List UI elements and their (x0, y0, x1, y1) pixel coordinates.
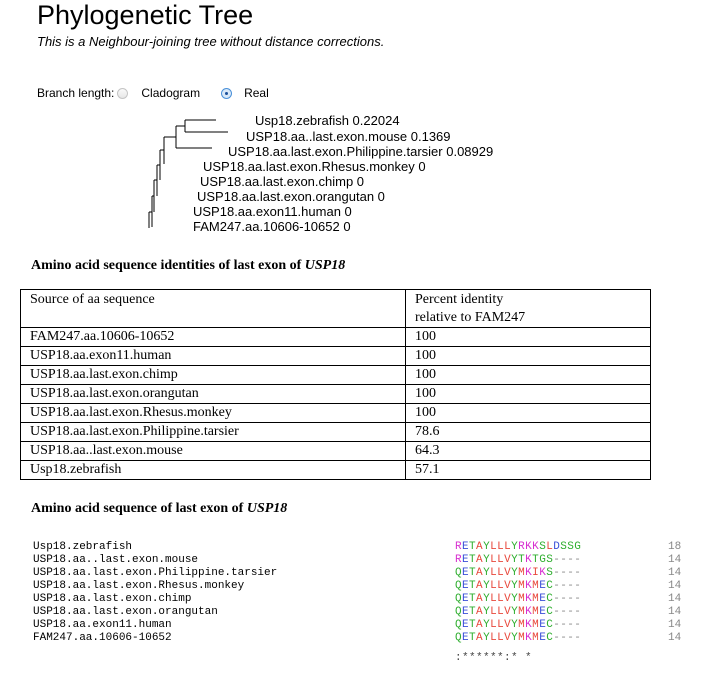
tree-leaf: FAM247.aa.10606-10652 0 (193, 219, 351, 234)
residue: - (553, 567, 561, 579)
residue: T (469, 580, 477, 592)
residue: E (462, 580, 470, 592)
residue: G (574, 541, 582, 553)
alignment-seq-name: FAM247.aa.10606-10652 (33, 632, 172, 644)
table-header-row (21, 290, 651, 328)
alignment-length: 14 (668, 554, 682, 566)
source-cell: USP18.aa.last.exon.orangutan (21, 385, 406, 404)
alignment-sequence (455, 619, 581, 631)
branch-length-label: Branch length: (37, 86, 115, 100)
residue: M (532, 619, 540, 631)
residue: K (525, 606, 533, 618)
page-subtitle: This is a Neighbour-joining tree without distance corrections. (37, 34, 385, 49)
identity-cell: 57.1 (406, 461, 651, 480)
alignment-seq-name: Usp18.zebrafish (33, 541, 133, 553)
residue: - (567, 619, 575, 631)
col-source-header: Source of aa sequence (21, 290, 406, 328)
alignment-seq-name: USP18.aa.last.exon.Philippine.tarsier (33, 567, 278, 579)
source-cell: USP18.aa..last.exon.mouse (21, 442, 406, 461)
residue: L (490, 632, 498, 644)
identity-cell: 64.3 (406, 442, 651, 461)
residue: E (539, 606, 547, 618)
residue: A (476, 567, 484, 579)
identity-cell: 78.6 (406, 423, 651, 442)
alignment-length: 18 (668, 541, 682, 553)
residue: E (462, 541, 470, 553)
alignment-seq-name: USP18.aa.last.exon.Rhesus.monkey (33, 580, 245, 592)
alignment-seq-name: USP18.aa.exon11.human (33, 619, 172, 631)
residue: Y (483, 567, 491, 579)
residue: Y (511, 632, 519, 644)
residue: A (476, 632, 484, 644)
residue: - (560, 619, 568, 631)
residue: K (525, 567, 533, 579)
residue: A (476, 606, 484, 618)
source-cell: USP18.aa.last.exon.Philippine.tarsier (21, 423, 406, 442)
residue: L (497, 619, 505, 631)
residue: - (553, 606, 561, 618)
residue: L (497, 580, 505, 592)
alignment-length: 14 (668, 606, 682, 618)
residue: A (476, 554, 484, 566)
alignment-length: 14 (668, 580, 682, 592)
residue: V (504, 606, 512, 618)
residue: V (504, 593, 512, 605)
residue: M (532, 580, 540, 592)
tree-leaf: USP18.aa.last.exon.Philippine.tarsier 0.08929 (228, 144, 494, 159)
residue: L (546, 541, 554, 553)
residue: - (553, 632, 561, 644)
residue: Y (511, 593, 519, 605)
source-cell: USP18.aa.exon11.human (21, 347, 406, 366)
residue: T (469, 567, 477, 579)
residue: M (532, 606, 540, 618)
residue: I (532, 567, 540, 579)
residue: V (504, 580, 512, 592)
residue: - (574, 567, 582, 579)
alignment-sequence (455, 580, 581, 592)
identity-heading-gene: USP18 (304, 258, 346, 273)
residue: E (462, 619, 470, 631)
residue: T (469, 619, 477, 631)
residue: V (504, 554, 512, 566)
residue: - (567, 606, 575, 618)
residue: Y (483, 593, 491, 605)
residue: S (546, 554, 554, 566)
residue: V (504, 567, 512, 579)
alignment-seq-name: USP18.aa..last.exon.mouse (33, 554, 199, 566)
residue: K (525, 541, 533, 553)
residue: M (518, 606, 526, 618)
residue: - (553, 619, 561, 631)
table-row (21, 404, 651, 423)
residue: E (462, 606, 470, 618)
alignment-sequence (455, 632, 581, 644)
alignment-heading-gene: USP18 (246, 501, 288, 516)
residue: - (567, 580, 575, 592)
residue: L (490, 554, 498, 566)
residue: - (560, 593, 568, 605)
alignment-consensus: :******:* * (455, 652, 533, 664)
table-row (21, 328, 651, 347)
identity-cell: 100 (406, 347, 651, 366)
residue: S (567, 541, 575, 553)
identity-cell: 100 (406, 385, 651, 404)
residue: Y (483, 541, 491, 553)
residue: E (539, 580, 547, 592)
residue: E (462, 632, 470, 644)
residue: Y (483, 554, 491, 566)
residue: M (518, 619, 526, 631)
residue: - (560, 554, 568, 566)
residue: A (476, 580, 484, 592)
residue: - (567, 593, 575, 605)
residue: L (490, 567, 498, 579)
residue: Q (455, 632, 463, 644)
residue: - (567, 567, 575, 579)
residue: E (539, 593, 547, 605)
residue: T (469, 632, 477, 644)
residue: L (497, 593, 505, 605)
identity-heading (31, 258, 345, 274)
residue: Y (511, 541, 519, 553)
source-cell: USP18.aa.last.exon.Rhesus.monkey (21, 404, 406, 423)
table-row (21, 461, 651, 480)
alignment-length: 14 (668, 619, 682, 631)
residue: - (574, 632, 582, 644)
residue: L (490, 541, 498, 553)
residue: V (504, 619, 512, 631)
alignment-sequence (455, 554, 581, 566)
table-row (21, 366, 651, 385)
alignment-length: 14 (668, 567, 682, 579)
alignment-heading (31, 501, 287, 517)
table-row (21, 385, 651, 404)
residue: - (574, 606, 582, 618)
residue: M (518, 593, 526, 605)
tree-leaf: USP18.aa..last.exon.mouse 0.1369 (246, 129, 451, 144)
real-label[interactable]: Real (244, 86, 269, 100)
residue: - (567, 632, 575, 644)
residue: S (560, 541, 568, 553)
residue: L (497, 606, 505, 618)
residue: L (504, 541, 512, 553)
identity-cell: 100 (406, 404, 651, 423)
residue: K (525, 619, 533, 631)
residue: E (539, 619, 547, 631)
residue: M (518, 632, 526, 644)
residue: - (574, 619, 582, 631)
alignment-heading-text: Amino acid sequence of last exon of (31, 501, 247, 516)
residue: E (462, 567, 470, 579)
residue: E (462, 554, 470, 566)
residue: M (532, 632, 540, 644)
residue: M (532, 593, 540, 605)
residue: D (553, 541, 561, 553)
alignment-sequence (455, 593, 581, 605)
residue: E (539, 632, 547, 644)
residue: A (476, 619, 484, 631)
tree-leaf: USP18.aa.exon11.human 0 (193, 204, 352, 219)
residue: M (518, 580, 526, 592)
residue: K (525, 593, 533, 605)
residue: K (525, 554, 533, 566)
residue: Q (455, 567, 463, 579)
col-identity-header: Percent identity relative to FAM247 (406, 290, 651, 328)
source-cell: FAM247.aa.10606-10652 (21, 328, 406, 347)
residue: - (560, 580, 568, 592)
source-cell: Usp18.zebrafish (21, 461, 406, 480)
residue: L (497, 554, 505, 566)
residue: Y (511, 619, 519, 631)
table-row (21, 442, 651, 461)
residue: T (469, 606, 477, 618)
residue: K (525, 580, 533, 592)
residue: L (490, 606, 498, 618)
residue: - (560, 632, 568, 644)
identity-cell: 100 (406, 366, 651, 385)
tree-leaf: Usp18.zebrafish 0.22024 (255, 113, 400, 128)
residue: L (490, 580, 498, 592)
residue: - (574, 593, 582, 605)
residue: - (553, 580, 561, 592)
residue: Y (483, 619, 491, 631)
residue: - (560, 606, 568, 618)
residue: C (546, 593, 554, 605)
residue: K (532, 541, 540, 553)
residue: Y (511, 567, 519, 579)
residue: C (546, 632, 554, 644)
residue: S (539, 541, 547, 553)
table-row (21, 347, 651, 366)
residue: T (469, 541, 477, 553)
residue: L (490, 593, 498, 605)
source-cell: USP18.aa.last.exon.chimp (21, 366, 406, 385)
residue: - (560, 567, 568, 579)
residue: - (553, 593, 561, 605)
residue: C (546, 606, 554, 618)
cladogram-label[interactable]: Cladogram (141, 86, 201, 100)
alignment-sequence (455, 567, 581, 579)
residue: R (518, 541, 526, 553)
residue: Y (483, 632, 491, 644)
residue: L (497, 632, 505, 644)
residue: A (476, 593, 484, 605)
residue: K (525, 632, 533, 644)
residue: Q (455, 619, 463, 631)
residue: K (539, 567, 547, 579)
residue: A (476, 541, 484, 553)
tree-leaf: USP18.aa.last.exon.orangutan 0 (197, 189, 385, 204)
residue: Y (511, 606, 519, 618)
residue: Y (483, 606, 491, 618)
residue: - (574, 580, 582, 592)
residue: - (567, 554, 575, 566)
residue: T (532, 554, 540, 566)
alignment-length: 14 (668, 593, 682, 605)
alignment-seq-name: USP18.aa.last.exon.orangutan (33, 606, 218, 618)
residue: T (518, 554, 526, 566)
table-row (21, 423, 651, 442)
residue: V (504, 632, 512, 644)
alignment-sequence (455, 541, 581, 553)
alignment-length: 14 (668, 632, 682, 644)
identity-table (20, 289, 651, 480)
alignment-seq-name: USP18.aa.last.exon.chimp (33, 593, 192, 605)
residue: L (497, 541, 505, 553)
residue: Q (455, 580, 463, 592)
residue: T (469, 593, 477, 605)
tree-leaf: USP18.aa.last.exon.Rhesus.monkey 0 (203, 159, 426, 174)
residue: Q (455, 593, 463, 605)
residue: C (546, 619, 554, 631)
residue: L (497, 567, 505, 579)
residue: R (455, 541, 463, 553)
residue: E (462, 593, 470, 605)
alignment-sequence (455, 606, 581, 618)
residue: R (455, 554, 463, 566)
tree-leaf: USP18.aa.last.exon.chimp 0 (200, 174, 365, 189)
residue: - (553, 554, 561, 566)
residue: C (546, 580, 554, 592)
identity-heading-text: Amino acid sequence identities of last exon of (31, 258, 305, 273)
page-title: Phylogenetic Tree (37, 0, 254, 30)
residue: - (574, 554, 582, 566)
residue: T (469, 554, 477, 566)
residue: Y (511, 554, 519, 566)
residue: G (539, 554, 547, 566)
residue: Q (455, 606, 463, 618)
residue: S (546, 567, 554, 579)
residue: L (490, 619, 498, 631)
residue: M (518, 567, 526, 579)
residue: Y (483, 580, 491, 592)
residue: Y (511, 580, 519, 592)
identity-cell: 100 (406, 328, 651, 347)
